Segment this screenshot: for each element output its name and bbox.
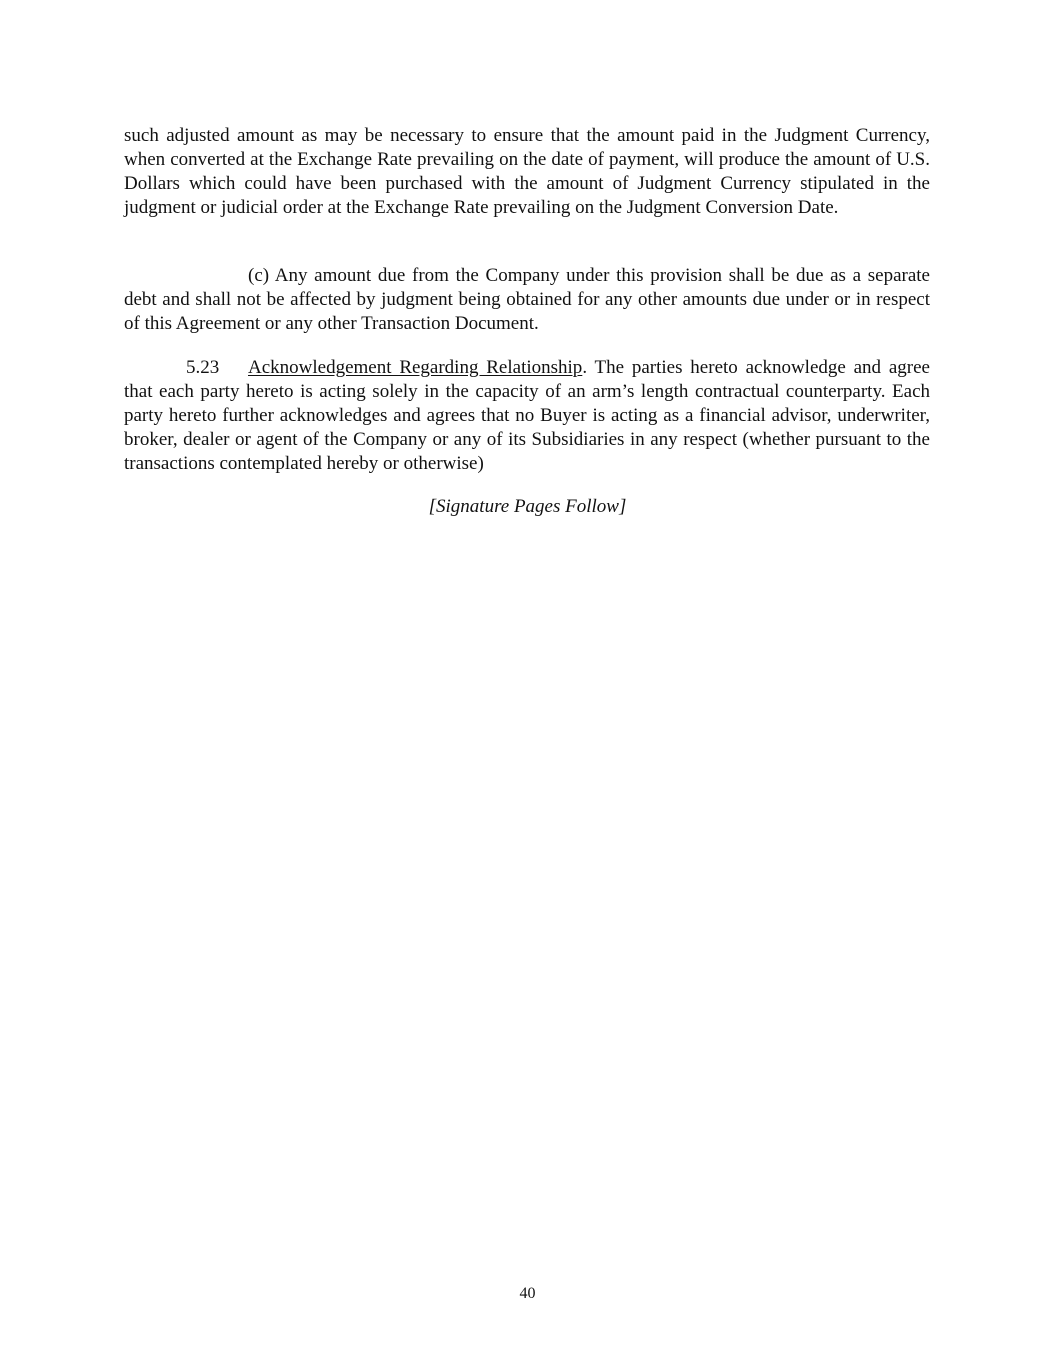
section-heading-period: . xyxy=(582,357,588,378)
continuation-paragraph: such adjusted amount as may be necessary to ensure that the amount paid in the Judgment Currency, when converted at the Exchange Rate prevailing on the date of payment, will produce the amount of U.S. Dollars which could have been purchased with the amount of Judgment Currency stipulated in the judgment or judicial order at the Exchange Rate prevailing on the Judgment Conversion Date. xyxy=(124,125,930,218)
page-number: 40 xyxy=(519,1285,536,1302)
section-body-text: The parties hereto acknowledge and agree that each party hereto is acting solely in the capacity of an arm’s length contractual counterparty. Each party hereto further acknowledges and agrees that no Buyer is acting as a financial advisor, underwriter, broker, dealer or agent of the Company or any of its Subsidiaries in any respect (whether pursuant to the transactions contemplated hereby or otherwise) xyxy=(124,357,930,474)
section-5-23-paragraph xyxy=(124,356,930,476)
section-heading: Acknowledgement Regarding Relationship xyxy=(248,357,583,378)
signature-pages-note: [Signature Pages Follow] xyxy=(428,496,627,517)
subsection-c-text: (c) Any amount due from the Company under this provision shall be due as a separate debt and shall not be affected by judgment being obtained for any other amounts due under or in respect of this Agreement or any other Transaction Document. xyxy=(124,265,930,334)
subsection-c-paragraph xyxy=(124,264,930,336)
section-number: 5.23 xyxy=(186,357,220,378)
